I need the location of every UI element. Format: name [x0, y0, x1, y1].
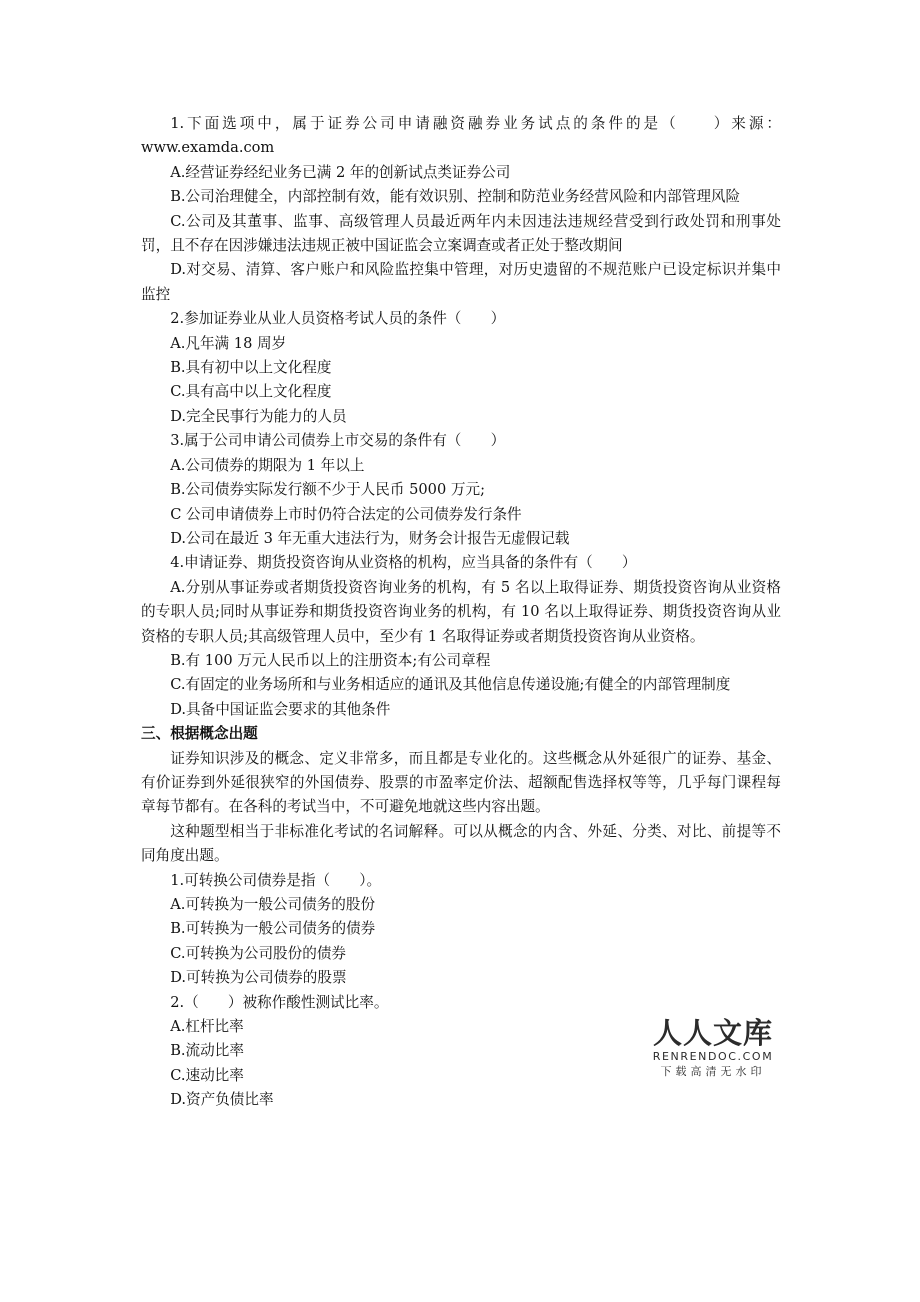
paragraph: C 公司申请债券上市时仍符合法定的公司债券发行条件 [170, 505, 522, 523]
paragraph: D.对交易、清算、客户账户和风险监控集中管理，对历史遗留的不规范账户已设定标识并集中监控 [141, 261, 781, 303]
paragraph: B.公司债券实际发行额不少于人民币 5000 万元; [170, 481, 485, 499]
paragraph: 证券知识涉及的概念、定义非常多，而且都是专业化的。这些概念从外延很广的证券、基金、有价证券到外延很狭窄的外国债券、股票的市盈率定价法、超额配售选择权等等，几乎每门课程每章每节都有。在各科的考试当中，不可避免地就这些内容出题。 [141, 749, 781, 816]
paragraph: C.公司及其董事、监事、高级管理人员最近两年内未因违法违规经营受到行政处罚和刑事处罚，且不存在因涉嫌违法违规正被中国证监会立案调查或者正处于整改期间 [141, 212, 781, 255]
watermark-domain: RENRENDOC.COM [652, 1050, 774, 1063]
paragraph: A.经营证券经纪业务已满 2 年的创新试点类证券公司 [170, 163, 511, 181]
paragraph: D.可转换为公司债券的股票 [170, 969, 347, 987]
section-heading: 三、根据概念出题 [141, 725, 258, 743]
paragraph: 2.参加证券业从业人员资格考试人员的条件（ ） [170, 310, 506, 328]
paragraph: C.有固定的业务场所和与业务相适应的通讯及其他信息传递设施;有健全的内部管理制度 [170, 676, 731, 694]
paragraph: B.公司治理健全，内部控制有效，能有效识别、控制和防范业务经营风险和内部管理风险 [170, 188, 741, 206]
paragraph: D.具备中国证监会要求的其他条件 [170, 700, 391, 718]
paragraph: B.可转换为一般公司债务的债券 [170, 920, 376, 938]
paragraph: 3.属于公司申请公司债券上市交易的条件有（ ） [170, 432, 506, 450]
document-body [141, 112, 781, 1113]
paragraph: B.有 100 万元人民币以上的注册资本;有公司章程 [170, 651, 491, 669]
paragraph: D.公司在最近 3 年无重大违法行为，财务会计报告无虚假记载 [170, 529, 570, 547]
paragraph: C.速动比率 [170, 1066, 244, 1084]
paragraph: A.杠杆比率 [170, 1018, 244, 1036]
paragraph: C.可转换为公司股份的债券 [170, 944, 347, 962]
paragraph: 1.下面选项中，属于证券公司申请融资融券业务试点的条件的是（ ）来源：www.examda.com [141, 115, 781, 157]
paragraph: B.流动比率 [170, 1042, 244, 1060]
paragraph: A.可转换为一般公司债务的股份 [170, 896, 376, 913]
paragraph: D.资产负债比率 [170, 1091, 274, 1109]
paragraph: 2.（ ）被称作酸性测试比率。 [170, 993, 389, 1011]
paragraph: B.具有初中以上文化程度 [170, 359, 332, 377]
paragraph: A.分别从事证券或者期货投资咨询业务的机构，有 5 名以上取得证券、期货投资咨询从业资格的专职人员;同时从事证券和期货投资咨询业务的机构，有 10 名以上取得证券、期货投资咨询从业资格的专职人员;其高级管理人员中，至少有 1 名取得证券或者期货投资咨询从业资格。 [141, 578, 781, 645]
paragraph: 4.申请证券、期货投资咨询从业资格的机构，应当具备的条件有（ ） [170, 554, 637, 572]
paragraph: 这种题型相当于非标准化考试的名词解释。可以从概念的内含、外延、分类、对比、前提等不同角度出题。 [141, 822, 781, 865]
paragraph: D.完全民事行为能力的人员 [170, 407, 347, 425]
watermark-title: 人人文库 [652, 1016, 773, 1050]
watermark-subtitle: 下载高清无水印 [660, 1065, 766, 1078]
paragraph: 1.可转换公司债券是指（ ）。 [170, 871, 382, 889]
paragraph: A.凡年满 18 周岁 [170, 334, 287, 352]
watermark-logo [646, 1016, 780, 1080]
paragraph: A.公司债券的期限为 1 年以上 [170, 456, 365, 474]
paragraph: C.具有高中以上文化程度 [170, 383, 332, 401]
